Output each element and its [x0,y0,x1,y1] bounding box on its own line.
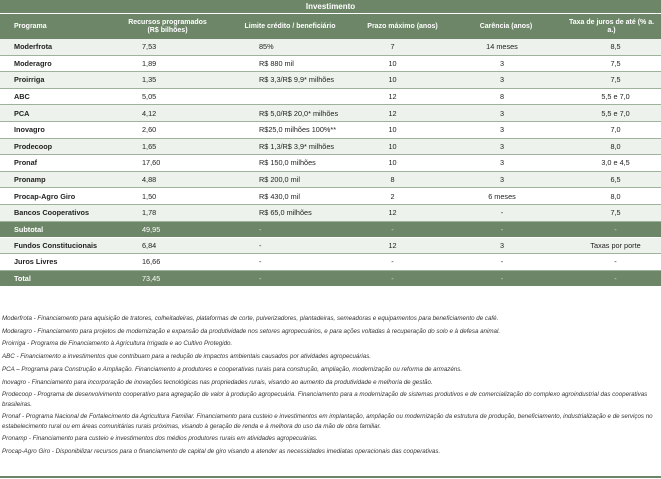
cell-carencia: 3 [450,105,562,122]
note-pronaf: Pronaf - Programa Nacional de Fortalecimento da Agricultura Familiar. Financiamento para custeio e investimentos em implantação, ampliação ou modernização da estrutura de produção, beneficiamento, industrialização e de serviços no estabelecimento rural ou em áreas comunitárias rurais próximas, visando à geração de renda e à melhora do uso da mão de obra familiar. [2,413,653,430]
table-row [0,204,661,221]
table-title: Investimento [0,0,661,14]
table-row [0,105,661,122]
cell-prazo: 2 [355,188,450,205]
cell-carencia: - [450,204,562,221]
cell-programa: ABC [0,88,110,105]
cell-programa: Inovagro [0,121,110,138]
cell-programa: Procap-Agro Giro [0,188,110,205]
cell-limite [225,88,355,105]
cell-taxa: 8,0 [562,188,661,205]
program-notes [2,314,657,460]
cell-limite: - [225,237,355,254]
note-procap-agro-giro: Procap-Agro Giro - Disponibilizar recursos para o financiamento de capital de giro visando a atender as necessidades imediatas operacionais das cooperativas. [2,448,441,456]
table-row [0,155,661,172]
cell-carencia: 6 meses [450,188,562,205]
cell-limite: R$ 200,0 mil [225,171,355,188]
cell-limite: R$ 3,3/R$ 9,9* milhões [225,72,355,89]
cell-programa: Subtotal [0,221,110,237]
cell-carencia: 3 [450,138,562,155]
cell-prazo: - [355,254,450,271]
cell-recursos: 5,05 [110,88,225,105]
cell-recursos: 1,35 [110,72,225,89]
note-proirriga: Proirriga - Programa de Financiamento à Agricultura Irrigada e ao Cultivo Protegido. [2,340,233,348]
header-carencia: Carência (anos) [450,14,562,40]
cell-carencia: 3 [450,171,562,188]
table-row [0,188,661,205]
cell-taxa: 7,5 [562,55,661,72]
cell-recursos: 4,12 [110,105,225,122]
cell-recursos: 1,65 [110,138,225,155]
note-pca: PCA – Programa para Construção e Ampliação. Financiamento a produtores e cooperativas rurais para construção, ampliação, modernização ou reforma de armazéns. [2,365,463,373]
cell-programa: Moderagro [0,55,110,72]
table-row [0,55,661,72]
note-prodecoop: Prodecoop - Programa de desenvolvimento cooperativo para agregação de valor à produção agropecuária. Financiamento para a modernização de sistemas produtivos e de comercialização do complexo agroindustrial das cooperativas brasileiras. [2,391,648,408]
cell-carencia: 14 meses [450,39,562,55]
note-pronamp: Pronamp - Financiamento para custeio e investimentos dos médios produtores rurais em atividades agropecuárias. [2,435,318,443]
cell-programa: Pronaf [0,155,110,172]
cell-limite: R$ 150,0 milhões [225,155,355,172]
cell-taxa: - [562,221,661,237]
cell-limite: R$ 880 mil [225,55,355,72]
cell-programa: Total [0,270,110,286]
cell-programa: Fundos Constitucionais [0,237,110,254]
cell-prazo: 12 [355,204,450,221]
cell-carencia: - [450,221,562,237]
cell-programa: Juros Livres [0,254,110,271]
cell-taxa: - [562,254,661,271]
cell-recursos: 6,84 [110,237,225,254]
note-abc: ABC - Financiamento a investimentos que contribuam para a redução de impactos ambientais causados por atividades agropecuárias. [2,353,372,361]
cell-recursos: 1,50 [110,188,225,205]
table-row [0,254,661,271]
cell-recursos: 4,88 [110,171,225,188]
note-moderfrota: Moderfrota - Financiamento para aquisição de tratores, colheitadeiras, plataformas de corte, pulverizadores, plantadeiras, semeadoras e equipamentos para beneficiamento de café. [2,315,499,322]
header-limite: Limite crédito / beneficiário [225,14,355,40]
cell-taxa: 5,5 e 7,0 [562,105,661,122]
cell-prazo: 10 [355,121,450,138]
cell-carencia: 3 [450,155,562,172]
cell-limite: R$ 5,0/R$ 20,0* milhões [225,105,355,122]
table-row [0,237,661,254]
cell-programa: PCA [0,105,110,122]
cell-limite: R$ 1,3/R$ 3,9* milhões [225,138,355,155]
cell-taxa: 5,5 e 7,0 [562,88,661,105]
cell-recursos: 2,60 [110,121,225,138]
cell-prazo: 7 [355,39,450,55]
cell-programa: Pronamp [0,171,110,188]
cell-limite: - [225,254,355,271]
total-row [0,270,661,286]
cell-prazo: - [355,221,450,237]
cell-carencia: 8 [450,88,562,105]
header-programa: Programa [0,14,110,40]
cell-recursos: 49,95 [110,221,225,237]
cell-limite: R$ 65,0 milhões [225,204,355,221]
cell-prazo: 10 [355,155,450,172]
table-row [0,138,661,155]
cell-prazo: 12 [355,237,450,254]
header-taxa: Taxa de juros de até (% a. a.) [562,14,661,40]
cell-prazo: 10 [355,55,450,72]
cell-limite: - [225,221,355,237]
cell-taxa: - [562,270,661,286]
cell-carencia: 3 [450,121,562,138]
cell-carencia: 3 [450,237,562,254]
cell-programa: Prodecoop [0,138,110,155]
cell-taxa: Taxas por porte [562,237,661,254]
cell-prazo: 10 [355,72,450,89]
cell-programa: Proirriga [0,72,110,89]
cell-taxa: 7,0 [562,121,661,138]
cell-carencia: 3 [450,72,562,89]
cell-recursos: 17,60 [110,155,225,172]
cell-programa: Bancos Cooperativos [0,204,110,221]
cell-taxa: 7,5 [562,204,661,221]
cell-limite: 85% [225,39,355,55]
header-prazo: Prazo máximo (anos) [355,14,450,40]
cell-carencia: - [450,254,562,271]
cell-taxa: 6,5 [562,171,661,188]
cell-taxa: 8,0 [562,138,661,155]
cell-recursos: 1,89 [110,55,225,72]
cell-taxa: 7,5 [562,72,661,89]
table-row [0,72,661,89]
cell-recursos: 16,66 [110,254,225,271]
cell-prazo: 12 [355,105,450,122]
cell-prazo: - [355,270,450,286]
cell-limite: - [225,270,355,286]
subtotal-row [0,221,661,237]
table-header-row [0,14,661,40]
cell-programa: Moderfrota [0,39,110,55]
bottom-divider [0,476,661,478]
cell-carencia: - [450,270,562,286]
table-row [0,88,661,105]
table-body [0,39,661,286]
cell-taxa: 8,5 [562,39,661,55]
note-moderagro: Moderagro - Financiamento para projetos de modernização e expansão da produtividade nos setores agropecuários, e para ações voltadas à recuperação do solo e à defesa animal. [2,327,501,335]
cell-recursos: 7,53 [110,39,225,55]
table-title-row [0,0,661,14]
cell-taxa: 3,0 e 4,5 [562,155,661,172]
header-recursos-line2: (R$ bilhões) [147,26,188,34]
cell-limite: R$ 430,0 mil [225,188,355,205]
table-row [0,171,661,188]
header-recursos-line1: Recursos programados [128,18,207,26]
cell-limite: R$25,0 milhões 100%** [225,121,355,138]
table-row [0,121,661,138]
cell-prazo: 10 [355,138,450,155]
header-recursos [110,14,225,40]
note-inovagro: Inovagro - Financiamento para incorporação de inovações tecnológicas nas propriedades rurais, visando ao aumento da produtividade e melhoria de gestão. [2,378,433,386]
cell-recursos: 1,78 [110,204,225,221]
cell-prazo: 8 [355,171,450,188]
cell-prazo: 12 [355,88,450,105]
cell-carencia: 3 [450,55,562,72]
cell-recursos: 73,45 [110,270,225,286]
table-row [0,39,661,55]
